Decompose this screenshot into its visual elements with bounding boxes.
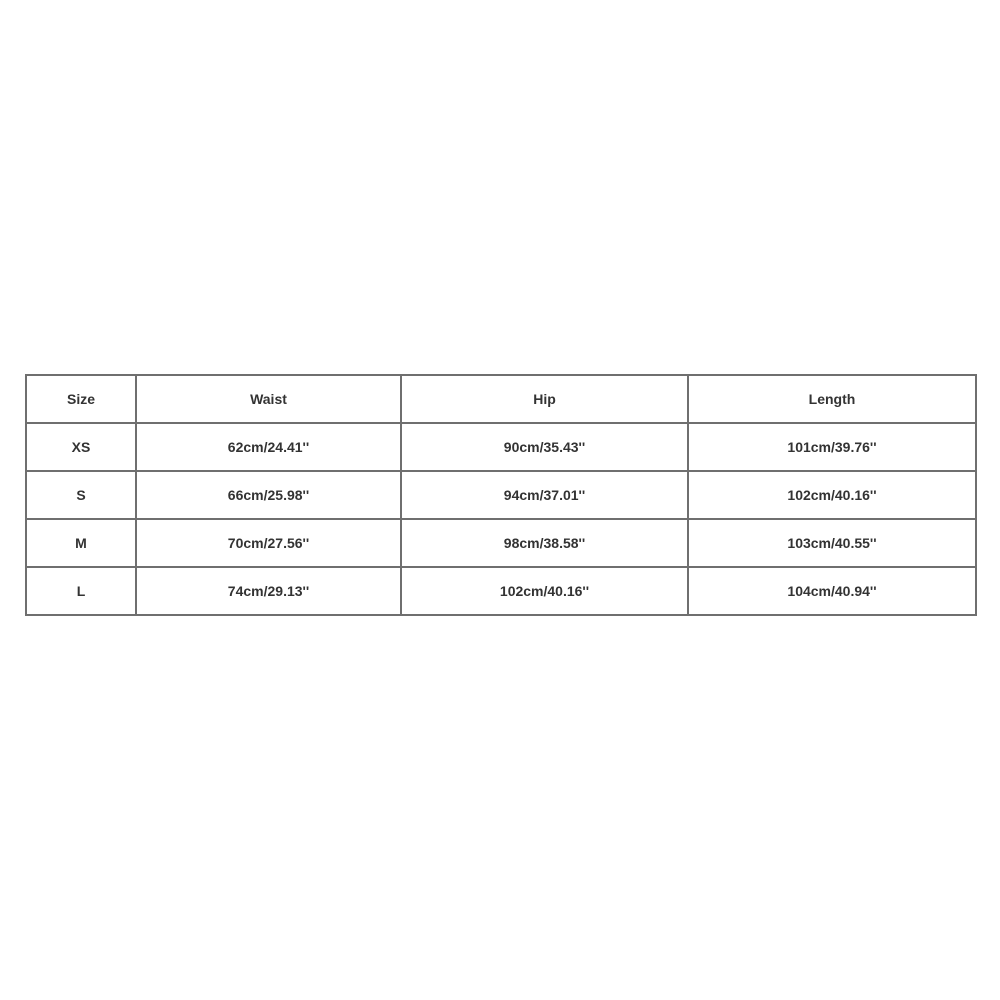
table-row — [26, 567, 976, 615]
cell-length: 101cm/39.76'' — [688, 423, 976, 471]
table-row — [26, 423, 976, 471]
cell-size: L — [26, 567, 136, 615]
table-row — [26, 471, 976, 519]
cell-hip: 98cm/38.58'' — [401, 519, 688, 567]
cell-waist: 66cm/25.98'' — [136, 471, 401, 519]
cell-waist: 70cm/27.56'' — [136, 519, 401, 567]
cell-waist: 74cm/29.13'' — [136, 567, 401, 615]
header-hip: Hip — [401, 375, 688, 423]
cell-length: 103cm/40.55'' — [688, 519, 976, 567]
header-size: Size — [26, 375, 136, 423]
cell-hip: 94cm/37.01'' — [401, 471, 688, 519]
cell-length: 102cm/40.16'' — [688, 471, 976, 519]
cell-waist: 62cm/24.41'' — [136, 423, 401, 471]
header-waist: Waist — [136, 375, 401, 423]
cell-hip: 90cm/35.43'' — [401, 423, 688, 471]
header-length: Length — [688, 375, 976, 423]
size-chart-table — [25, 374, 977, 616]
table-header-row — [26, 375, 976, 423]
cell-hip: 102cm/40.16'' — [401, 567, 688, 615]
cell-size: XS — [26, 423, 136, 471]
cell-length: 104cm/40.94'' — [688, 567, 976, 615]
cell-size: M — [26, 519, 136, 567]
table-row — [26, 519, 976, 567]
cell-size: S — [26, 471, 136, 519]
